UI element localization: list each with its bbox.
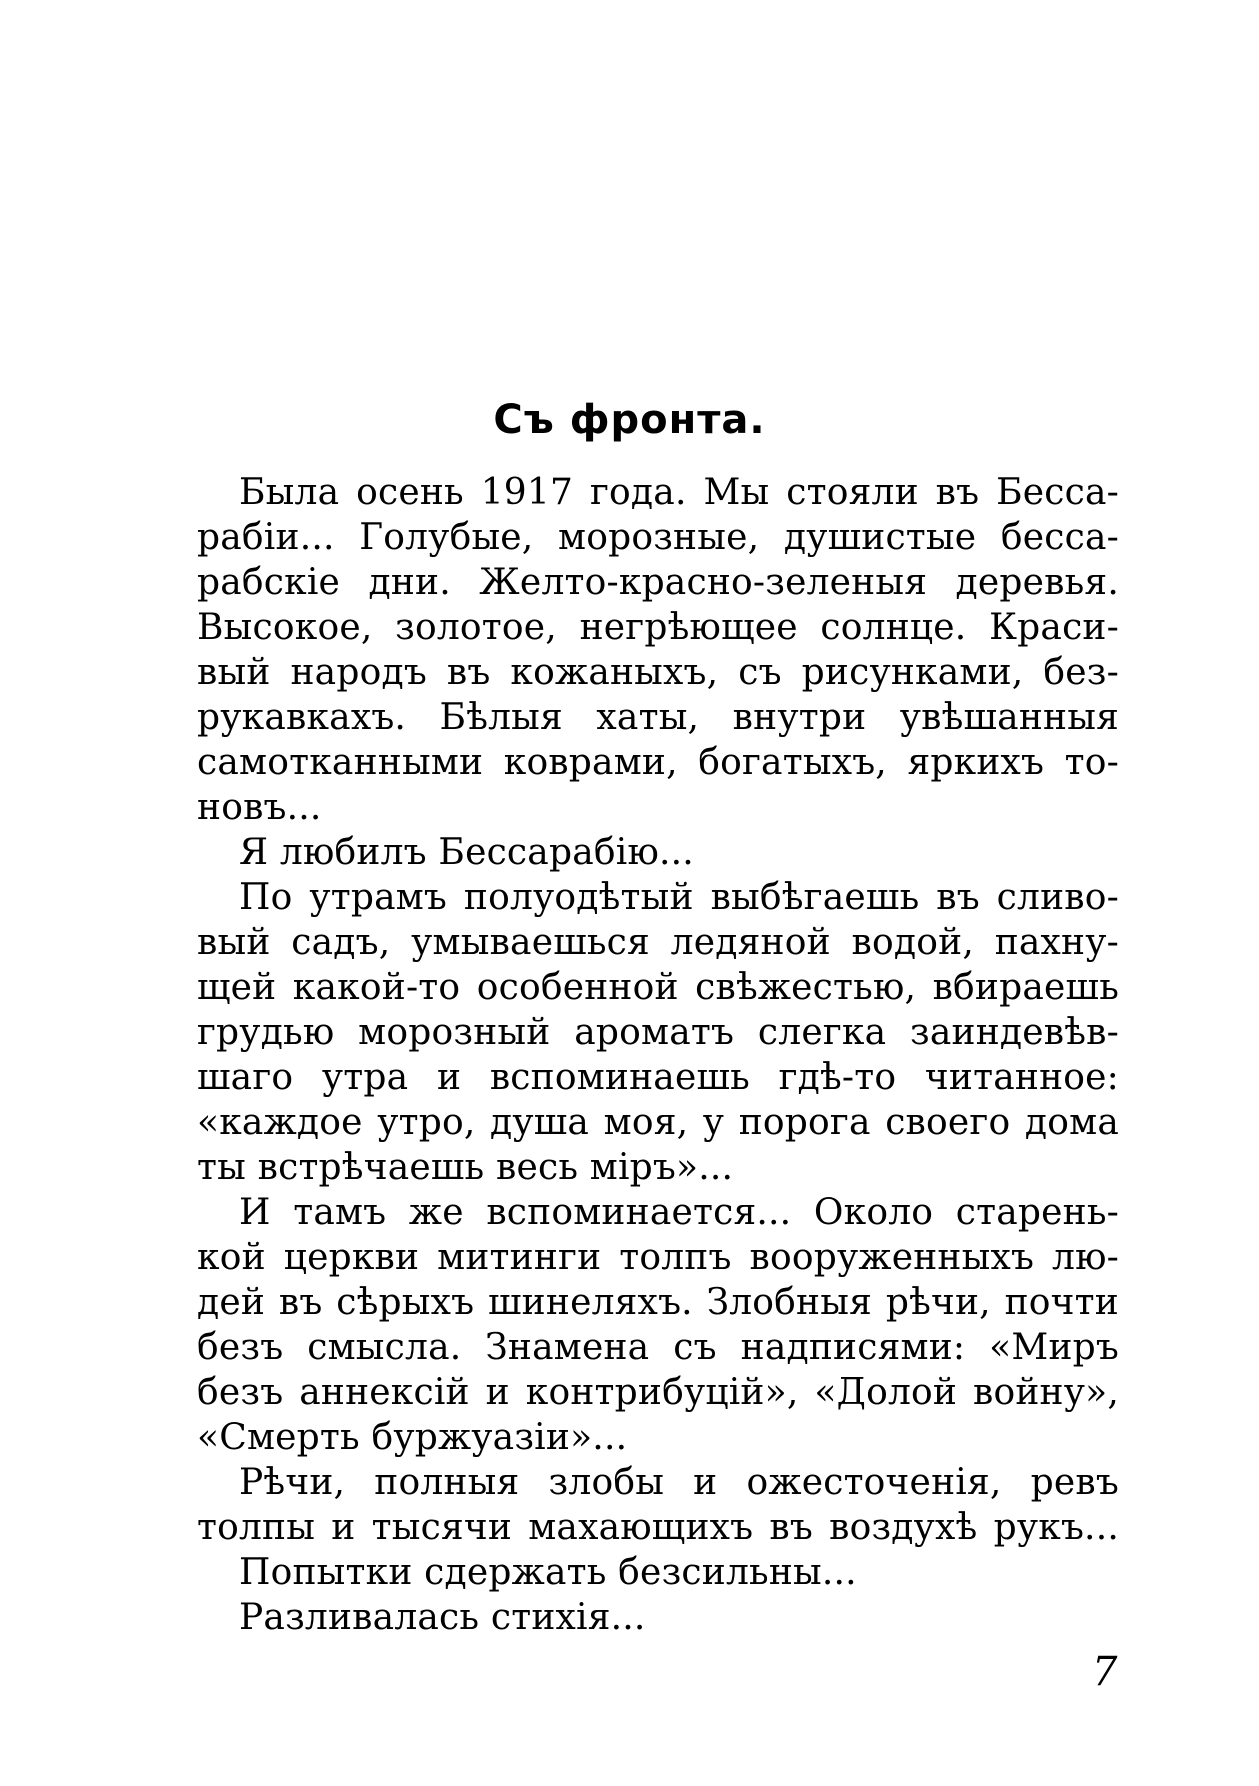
text-line: Высокое, золотое, негрѣющее солнце. Краси- <box>197 607 1119 648</box>
text-line: безъ аннексій и контрибуцій», «Долой войну», <box>197 1372 1119 1413</box>
text-line: толпы и тысячи махающихъ въ воздухѣ рукъ... <box>197 1507 1119 1548</box>
text-line: Была осень 1917 года. Мы стояли въ Бесса- <box>239 472 1119 513</box>
text-line: безъ смысла. Знамена съ надписями: «Миръ <box>197 1327 1119 1368</box>
text-line: Попытки сдержать безсильны... <box>239 1552 857 1593</box>
text-line: И тамъ же вспоминается... Около старень- <box>239 1192 1119 1233</box>
text-line: новъ... <box>197 787 322 828</box>
text-line: щей какой-то особенной свѣжестью, вбираешь <box>197 967 1119 1008</box>
text-line: По утрамъ полуодѣтый выбѣгаешь въ сливо- <box>239 877 1119 918</box>
text-line: Я любилъ Бессарабію... <box>239 832 694 873</box>
page-number: 7 <box>1092 1649 1118 1695</box>
text-line: шаго утра и вспоминаешь гдѣ-то читанное: <box>197 1057 1119 1098</box>
text-line: кой церкви митинги толпъ вооруженныхъ лю- <box>197 1237 1119 1278</box>
text-line: самотканными коврами, богатыхъ, яркихъ то- <box>197 742 1119 783</box>
text-line: ты встрѣчаешь весь міръ»... <box>197 1147 734 1188</box>
text-line: Разливалась стихія... <box>239 1597 646 1638</box>
chapter-heading: Съ фронта. <box>493 397 766 443</box>
text-line: «каждое утро, душа моя, у порога своего дома <box>197 1102 1119 1143</box>
text-line: рукавкахъ. Бѣлыя хаты, внутри увѣшанныя <box>197 697 1119 738</box>
text-line: вый народъ въ кожаныхъ, съ рисунками, без- <box>197 652 1119 693</box>
text-line: вый садъ, умываешься ледяной водой, пахну- <box>197 922 1119 963</box>
text-line: дей въ сѣрыхъ шинеляхъ. Злобныя рѣчи, почти <box>197 1282 1119 1323</box>
text-line: грудью морозный ароматъ слегка заиндевѣв- <box>197 1012 1119 1053</box>
text-line: Рѣчи, полныя злобы и ожесточенія, ревъ <box>239 1462 1119 1503</box>
text-line: «Смерть буржуазіи»... <box>197 1417 628 1458</box>
body-text <box>197 470 1119 1640</box>
text-line: рабіи... Голубые, морозные, душистые бесса- <box>197 517 1119 558</box>
text-line: рабскіе дни. Желто-красно-зеленыя деревья. <box>197 562 1119 603</box>
